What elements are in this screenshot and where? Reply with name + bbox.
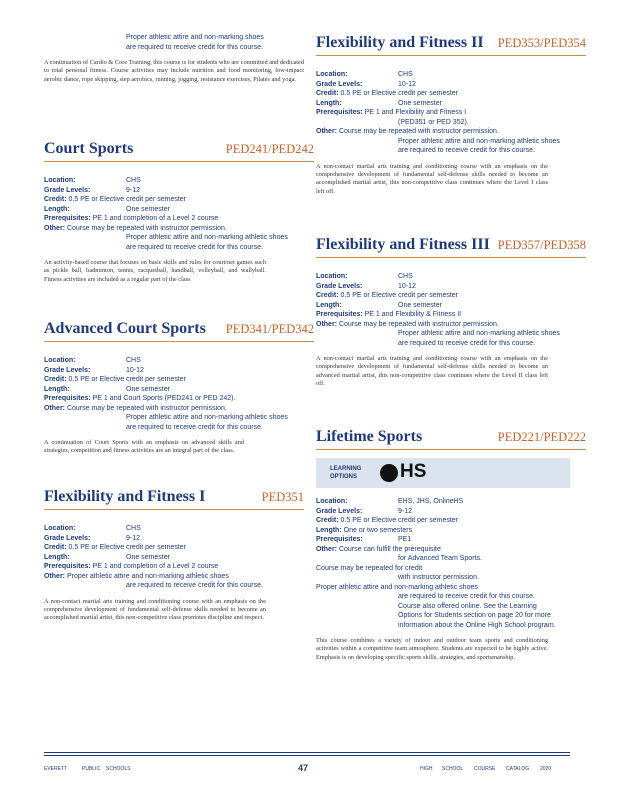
value-location: CHS <box>398 71 413 78</box>
divider <box>44 755 570 756</box>
footer-right-word: CATALOG <box>506 766 530 772</box>
value-grades: 9-12 <box>126 186 141 194</box>
label-length: Length: <box>316 526 342 534</box>
label-line: LEARNING <box>330 466 362 472</box>
label-prereq: Prerequisites: <box>316 109 363 116</box>
course-description: A non-contact martial arts training and conditioning course with an emphasis on the comprehensive development of fundamental self-defense skills needed to become an advanced martial artist, this non-competitive class continues where the Level II class left off. <box>316 355 548 388</box>
note-line: Proper athletic attire and non-marking athletic shoes <box>126 414 288 421</box>
course-court-sports <box>44 140 314 284</box>
value-location: CHS <box>398 273 413 280</box>
value-credit: 0.5 PE or Elective credit per semester <box>68 196 187 203</box>
label-location: Location: <box>44 177 76 184</box>
learning-options-banner <box>316 458 570 488</box>
footer-right-word: COURSE <box>474 766 496 772</box>
note-line: Course may be repeated for credit <box>316 564 423 572</box>
footer-rule <box>44 752 570 756</box>
value-prereq: PE1 <box>398 536 412 543</box>
note-line: are required to receive credit for this course. <box>126 243 263 251</box>
course-title: Flexibility and Fitness III <box>316 236 490 253</box>
footer-left-word: EVERETT <box>44 766 68 772</box>
value-other: Course may be repeated with instructor permission. <box>338 320 499 328</box>
label-grades: Grade Levels: <box>44 534 91 542</box>
label-location: Location: <box>316 71 348 78</box>
note-line: are required to receive credit for this course. <box>126 582 263 589</box>
label-grades: Grade Levels: <box>316 507 363 515</box>
value-prereq: PE 1 and completion of a Level 2 course <box>92 563 219 570</box>
label-credit: Credit: <box>44 196 67 203</box>
label-other: Other: <box>44 572 65 580</box>
course-meta <box>316 497 570 630</box>
course-description: A continuation of Cardio & Core Training, this course is for students who are committed and dedicated to total personal fitness. Course activities may include nutrition and food monitoring, low-impact aerobic dance, rope skipping, step aerobics, running, jogging, resistance exercises, Pilates and yoga. <box>44 59 304 83</box>
course-header <box>316 236 586 258</box>
course-meta <box>316 272 586 348</box>
label-other: Other: <box>316 545 337 553</box>
course-header <box>44 488 304 510</box>
note-line: are required to receive credit for this course. <box>398 339 535 347</box>
value-other: Course may be repeated with instructor permission. <box>66 404 227 412</box>
label-credit: Credit: <box>44 376 67 383</box>
value-length: One semester <box>126 385 170 393</box>
footer-right-word: 2020 <box>540 766 552 772</box>
course-code: PED341/PED342 <box>225 322 314 336</box>
footer-right-word: HIGH <box>420 766 433 772</box>
note-line: with instructor permission. <box>398 574 479 581</box>
value-other: Course can fulfill the prerequisite <box>338 545 441 553</box>
value-prereq: PE 1 and Court Sports (PED241 or PED 242). <box>92 395 236 402</box>
label-other: Other: <box>44 224 65 232</box>
attire-note <box>44 33 304 52</box>
value-location: CHS <box>126 525 141 532</box>
label-prereq: Prerequisites: <box>316 536 363 543</box>
course-description: A continuation of Court Sports with an emphasis on advanced skills and strategies, competition and fitness activities are an integral part of the class. <box>44 439 244 455</box>
note-line: Proper athletic attire and non-marking shoes <box>126 34 264 41</box>
label-location: Location: <box>44 357 76 364</box>
course-code: PED221/PED222 <box>497 430 586 444</box>
footer-right-word: SCHOOL <box>442 766 464 772</box>
continued-section <box>44 33 304 84</box>
value-location: EHS, JHS, OnlineHS <box>398 498 464 505</box>
footer-left-word: SCHOOLS <box>106 766 131 772</box>
course-header <box>316 428 586 450</box>
course-flexibility-fitness-1 <box>44 488 304 623</box>
value-length: One semester <box>126 205 170 213</box>
value-length: One semester <box>398 99 442 107</box>
value-credit: 0.5 PE or Elective credit per semester <box>340 90 459 97</box>
label-location: Location: <box>44 525 76 532</box>
label-other: Other: <box>316 320 337 328</box>
course-title: Advanced Court Sports <box>44 320 206 337</box>
course-description: An activity-based course that focuses on basic skills and rules for court/net games such as pickle ball, badminton, tennis, racquetball, handball, volleyball, and wallyball. Fitness activities are included as a regular part of the class <box>44 259 266 283</box>
note-line: for Advanced Team Sports. <box>398 555 482 562</box>
course-title: Flexibility and Fitness I <box>44 488 206 505</box>
course-code: PED241/PED242 <box>225 142 314 156</box>
value-length: One or two semesters <box>343 526 413 534</box>
learning-options-label <box>330 465 361 481</box>
note-line: are required to receive credit for this course. <box>398 147 535 154</box>
label-credit: Credit: <box>316 292 339 299</box>
value-length: One semester <box>398 301 442 309</box>
value-other: Proper athletic attire and non-marking athletic shoes <box>66 572 229 580</box>
label-length: Length: <box>316 301 342 309</box>
value-prereq: PE 1 and completion of a Level 2 course <box>92 215 219 222</box>
label-credit: Credit: <box>316 517 339 524</box>
course-advanced-court-sports <box>44 320 314 456</box>
label-length: Length: <box>44 385 70 393</box>
label-length: Length: <box>316 99 342 107</box>
label-prereq: Prerequisites: <box>44 215 91 222</box>
label-grades: Grade Levels: <box>316 80 363 88</box>
course-flexibility-fitness-2 <box>316 34 586 196</box>
label-prereq: Prerequisites: <box>44 563 91 570</box>
note-line: Proper athletic attire and non-marking athletic shoes <box>126 234 288 241</box>
value-grades: 10-12 <box>398 282 416 290</box>
hs-option-label: HS <box>400 461 427 482</box>
note-line: Proper athletic attire and non-marking athletic shoes <box>398 330 560 337</box>
course-description: A non-contact martial arts training and conditioning course with an emphasis on the comprehensive development of fundamental self-defense skills needed to become an accomplished martial artist, this non-competitive class promotes discipline and respect. <box>44 597 266 622</box>
course-description: This course combines a variety of indoor and outdoor team sports and conditioning activities within a competitive team atmosphere. Students are expected to be highly active. Emphasis is on developing specific sports skills, strategies, and sportsmanship. <box>316 637 548 661</box>
course-title: Lifetime Sports <box>316 428 423 445</box>
course-title: Court Sports <box>44 140 134 157</box>
label-prereq: Prerequisites: <box>44 395 91 402</box>
value-credit: 0.5 PE or Elective credit per semester <box>68 376 187 383</box>
value-credit: 0.5 PE or Elective credit per semester <box>340 292 459 299</box>
label-other: Other: <box>316 128 337 135</box>
label-length: Length: <box>44 205 70 213</box>
note-line: Course also offered online. See the Learning <box>398 602 537 610</box>
label-line: OPTIONS <box>330 474 358 480</box>
course-code: PED351 <box>261 490 304 504</box>
course-code: PED353/PED354 <box>497 36 586 50</box>
note-line: are required to receive credit for this course. <box>126 43 263 51</box>
course-lifetime-sports <box>316 497 570 662</box>
divider <box>44 752 570 753</box>
value-grades: 9-12 <box>398 507 413 515</box>
course-meta <box>44 524 304 591</box>
label-grades: Grade Levels: <box>316 282 363 290</box>
value-prereq: PE 1 and Flexibility and Fitness I <box>364 109 467 116</box>
label-length: Length: <box>44 553 70 561</box>
value-other: Course may be repeated with instructor permission. <box>338 128 499 135</box>
value-length: One semester <box>126 553 170 561</box>
course-description: A non-contact martial arts training and conditioning course with an emphasis on the comprehensive development of fundamental self-defense skills needed to become an accomplished martial artist, this non-competitive class continues where the Level I class left off. <box>316 162 548 195</box>
course-lifetime-sports-header <box>316 428 586 450</box>
course-meta <box>316 70 586 156</box>
note-line: Proper athletic attire and non-marking athletic shoes <box>316 583 478 591</box>
course-header <box>44 320 314 342</box>
label-credit: Credit: <box>316 90 339 97</box>
label-location: Location: <box>316 273 348 280</box>
label-grades: Grade Levels: <box>44 186 91 194</box>
value-credit: 0.5 PE or Elective credit per semester <box>68 544 187 551</box>
page-number: 47 <box>298 763 309 773</box>
course-header <box>44 140 314 162</box>
value-grades: 10-12 <box>126 366 144 374</box>
label-grades: Grade Levels: <box>44 366 91 374</box>
footer-left-word: PUBLIC <box>82 766 101 772</box>
value-credit: 0.5 PE or Elective credit per semester <box>340 517 459 524</box>
online-globe-icon <box>380 464 398 482</box>
value-location: CHS <box>126 357 141 364</box>
note-line: Options for Students section on page 20 for more <box>398 612 551 619</box>
value-other: Course may be repeated with instructor permission. <box>66 224 227 232</box>
note-line: information about the Online High School program. <box>398 621 556 629</box>
value-grades: 9-12 <box>126 534 141 542</box>
course-meta <box>44 176 314 252</box>
course-code: PED357/PED358 <box>497 238 586 252</box>
value-prereq: PE 1 and Flexibility & Fitness II <box>364 311 462 318</box>
value-location: CHS <box>126 177 141 184</box>
label-location: Location: <box>316 498 348 505</box>
note-line: are required to receive credit for this course. <box>126 423 263 431</box>
label-credit: Credit: <box>44 544 67 551</box>
label-prereq: Prerequisites: <box>316 311 363 318</box>
course-title: Flexibility and Fitness II <box>316 34 484 51</box>
value-grades: 10-12 <box>398 80 416 88</box>
value-prereq-cont: (PED351 or PED 352). <box>398 118 469 126</box>
label-other: Other: <box>44 404 65 412</box>
course-meta <box>44 356 314 432</box>
course-flexibility-fitness-3 <box>316 236 586 389</box>
note-line: Proper athletic attire and non-marking athletic shoes <box>398 137 560 145</box>
note-line: are required to receive credit for this course. <box>398 593 535 600</box>
course-header <box>316 34 586 56</box>
